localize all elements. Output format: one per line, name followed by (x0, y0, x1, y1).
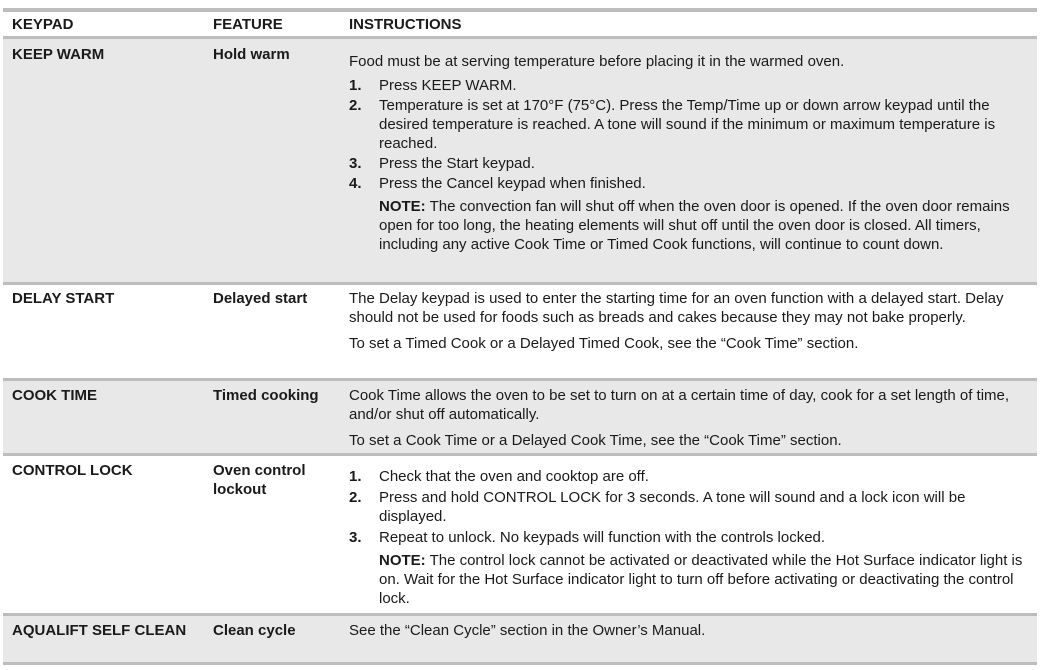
feature-clean-cycle: Clean cycle (213, 622, 296, 639)
keypad-control-lock: CONTROL LOCK (12, 462, 133, 479)
step-text: Press the Cancel keypad when finished. (379, 175, 646, 192)
step-number: 1. (349, 468, 362, 485)
step-text: Temperature is set at 170°F (75°C). Press the Temp/Time up or down arrow keypad until the desired temperature is reached. A tone will sound if the minimum or maximum temperature is reached. (379, 97, 996, 152)
keep-warm-intro: Food must be at serving temperature before placing it in the warmed oven. (349, 53, 845, 70)
header-row (3, 12, 1037, 36)
note-text: The convection fan will shut off when the oven door is opened. If the oven door remains open for too long, the heating elements will shut off until the oven door is closed. All timers, including any active Cook Time or Timed Cook functions, will continue to count down. (379, 198, 1010, 253)
instructions-aqualift-self-clean (349, 621, 1033, 640)
delay-start-para-1: The Delay keypad is used to enter the starting time for an oven function with a delayed start. Delay should not be used for foods such as breads and cakes because they may not bake properly. (349, 290, 1004, 326)
note-label: NOTE: (379, 552, 426, 569)
header-instructions: INSTRUCTIONS (349, 16, 462, 33)
step-number: 3. (349, 155, 362, 172)
list-item (349, 488, 1033, 526)
list-item (349, 76, 1033, 95)
step-number: 4. (349, 175, 362, 192)
feature-delayed-start: Delayed start (213, 290, 308, 307)
step-number: 3. (349, 529, 362, 546)
instructions-delay-start (349, 289, 1033, 353)
instructions-keep-warm (349, 52, 1033, 254)
control-lock-steps (349, 467, 1033, 547)
control-lock-note (349, 551, 1033, 608)
table-bottom-rule (3, 662, 1037, 665)
step-number: 2. (349, 97, 362, 114)
step-text: Check that the oven and cooktop are off. (379, 468, 649, 485)
table-row-aqualift-self-clean (3, 616, 1037, 662)
keypad-aqualift-self-clean: AQUALIFT SELF CLEAN (12, 622, 187, 639)
keep-warm-steps (349, 76, 1033, 193)
keypad-instructions-table (3, 8, 1037, 665)
feature-timed-cooking: Timed cooking (213, 387, 319, 404)
step-number: 2. (349, 489, 362, 506)
delay-start-para-2: To set a Timed Cook or a Delayed Timed Cook, see the “Cook Time” section. (349, 335, 859, 352)
keep-warm-note (349, 197, 1033, 254)
note-label: NOTE: (379, 198, 426, 215)
list-item (349, 154, 1033, 173)
instructions-control-lock (349, 467, 1033, 608)
step-text: Press and hold CONTROL LOCK for 3 seconds. A tone will sound and a lock icon will be displayed. (379, 489, 966, 525)
step-number: 1. (349, 77, 362, 94)
header-feature: FEATURE (213, 16, 283, 33)
table-row-delay-start (3, 285, 1037, 378)
list-item (349, 467, 1033, 486)
list-item (349, 174, 1033, 193)
cook-time-para-2: To set a Cook Time or a Delayed Cook Time, see the “Cook Time” section. (349, 432, 842, 449)
table-row-control-lock (3, 456, 1037, 613)
step-text: Press the Start keypad. (379, 155, 535, 172)
feature-oven-control-lockout: Oven control lockout (213, 462, 306, 498)
step-text: Repeat to unlock. No keypads will function with the controls locked. (379, 529, 826, 546)
feature-hold-warm: Hold warm (213, 46, 290, 63)
step-text: Press KEEP WARM. (379, 77, 517, 94)
instructions-cook-time (349, 386, 1033, 450)
table-row-cook-time (3, 381, 1037, 453)
table-row-keep-warm (3, 39, 1037, 282)
keypad-cook-time: COOK TIME (12, 387, 97, 404)
cook-time-para-1: Cook Time allows the oven to be set to turn on at a certain time of day, cook for a set length of time, and/or shut off automatically. (349, 387, 1010, 423)
header-keypad: KEYPAD (12, 16, 74, 33)
list-item (349, 528, 1033, 547)
keypad-keep-warm: KEEP WARM (12, 46, 105, 63)
keypad-delay-start: DELAY START (12, 290, 115, 307)
aqualift-para-1: See the “Clean Cycle” section in the Owner’s Manual. (349, 622, 706, 639)
list-item (349, 96, 1033, 153)
note-text: The control lock cannot be activated or deactivated while the Hot Surface indicator light is on. Wait for the Hot Surface indicator light to turn off before activating or deactivating the control lock. (379, 552, 1023, 607)
